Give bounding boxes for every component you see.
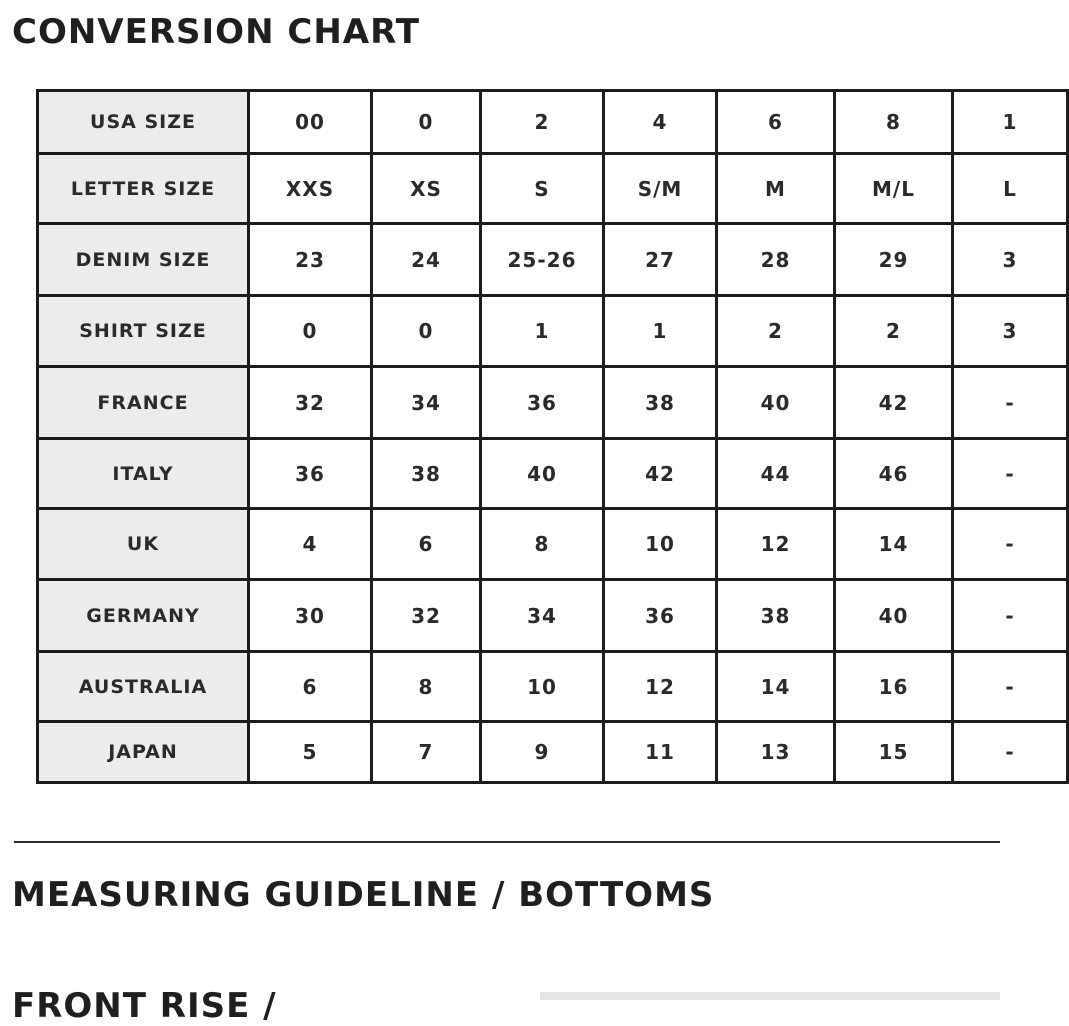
table-cell: 5 bbox=[249, 722, 372, 783]
diagram-image-edge bbox=[540, 992, 1000, 1000]
table-cell: 40 bbox=[717, 367, 835, 439]
next-section-heading bbox=[12, 986, 342, 1026]
next-section-heading-text: FRONT RISE / bbox=[12, 986, 277, 1026]
row-header: GERMANY bbox=[38, 580, 249, 652]
row-header: USA SIZE bbox=[38, 91, 249, 154]
table-cell: 14 bbox=[835, 509, 953, 580]
table-cell: 2 bbox=[717, 296, 835, 367]
table-cell: 38 bbox=[372, 439, 481, 509]
table-cell: 28 bbox=[717, 224, 835, 296]
table-cell: 8 bbox=[481, 509, 604, 580]
table-cell: 12 bbox=[717, 509, 835, 580]
row-header: JAPAN bbox=[38, 722, 249, 783]
table-cell: 29 bbox=[835, 224, 953, 296]
table-row bbox=[38, 154, 1068, 224]
table-cell: 38 bbox=[717, 580, 835, 652]
table-cell: 27 bbox=[604, 224, 717, 296]
table-cell: - bbox=[953, 580, 1068, 652]
table-cell: 4 bbox=[249, 509, 372, 580]
table-cell: 2 bbox=[835, 296, 953, 367]
table-cell: 10 bbox=[481, 652, 604, 722]
table-cell: 1 bbox=[953, 91, 1068, 154]
table-cell: 8 bbox=[835, 91, 953, 154]
table-cell: 40 bbox=[481, 439, 604, 509]
conversion-table-container bbox=[36, 89, 1018, 784]
table-cell: 30 bbox=[249, 580, 372, 652]
table-cell: 0 bbox=[372, 296, 481, 367]
table-cell: 36 bbox=[249, 439, 372, 509]
table-cell: 32 bbox=[249, 367, 372, 439]
table-row bbox=[38, 224, 1068, 296]
table-cell: - bbox=[953, 652, 1068, 722]
table-cell: 00 bbox=[249, 91, 372, 154]
table-cell: 42 bbox=[835, 367, 953, 439]
table-cell: M/L bbox=[835, 154, 953, 224]
section-heading: MEASURING GUIDELINE / BOTTOMS bbox=[12, 875, 715, 915]
table-cell: S bbox=[481, 154, 604, 224]
table-cell: M bbox=[717, 154, 835, 224]
table-cell: 6 bbox=[717, 91, 835, 154]
table-cell: 42 bbox=[604, 439, 717, 509]
table-row bbox=[38, 509, 1068, 580]
row-header: DENIM SIZE bbox=[38, 224, 249, 296]
table-cell: 7 bbox=[372, 722, 481, 783]
table-cell: 0 bbox=[372, 91, 481, 154]
table-cell: 44 bbox=[717, 439, 835, 509]
table-cell: XXS bbox=[249, 154, 372, 224]
table-cell: 46 bbox=[835, 439, 953, 509]
table-cell: 9 bbox=[481, 722, 604, 783]
row-header: SHIRT SIZE bbox=[38, 296, 249, 367]
table-cell: S/M bbox=[604, 154, 717, 224]
table-cell: 15 bbox=[835, 722, 953, 783]
table-cell: 34 bbox=[481, 580, 604, 652]
row-header: AUSTRALIA bbox=[38, 652, 249, 722]
table-cell: 24 bbox=[372, 224, 481, 296]
table-cell: 14 bbox=[717, 652, 835, 722]
table-cell: 6 bbox=[249, 652, 372, 722]
table-cell: 16 bbox=[835, 652, 953, 722]
table-cell: - bbox=[953, 509, 1068, 580]
table-cell: 3 bbox=[953, 224, 1068, 296]
table-cell: 40 bbox=[835, 580, 953, 652]
table-cell: 3 bbox=[953, 296, 1068, 367]
conversion-table bbox=[36, 89, 1069, 784]
table-cell: 4 bbox=[604, 91, 717, 154]
table-row bbox=[38, 722, 1068, 783]
table-row bbox=[38, 296, 1068, 367]
table-cell: L bbox=[953, 154, 1068, 224]
table-row bbox=[38, 652, 1068, 722]
table-cell: 11 bbox=[604, 722, 717, 783]
table-cell: 1 bbox=[481, 296, 604, 367]
section-divider bbox=[14, 841, 1000, 843]
table-cell: 1 bbox=[604, 296, 717, 367]
table-cell: 10 bbox=[604, 509, 717, 580]
table-cell: 8 bbox=[372, 652, 481, 722]
table-cell: - bbox=[953, 367, 1068, 439]
table-row bbox=[38, 580, 1068, 652]
table-cell: 32 bbox=[372, 580, 481, 652]
table-cell: 2 bbox=[481, 91, 604, 154]
table-cell: 23 bbox=[249, 224, 372, 296]
table-cell: - bbox=[953, 722, 1068, 783]
table-cell: 13 bbox=[717, 722, 835, 783]
conversion-table-body bbox=[38, 91, 1068, 783]
table-cell: - bbox=[953, 439, 1068, 509]
table-row bbox=[38, 439, 1068, 509]
table-cell: 12 bbox=[604, 652, 717, 722]
table-cell: 34 bbox=[372, 367, 481, 439]
table-cell: 36 bbox=[604, 580, 717, 652]
row-header: ITALY bbox=[38, 439, 249, 509]
table-cell: 25-26 bbox=[481, 224, 604, 296]
table-cell: 6 bbox=[372, 509, 481, 580]
row-header: UK bbox=[38, 509, 249, 580]
row-header: FRANCE bbox=[38, 367, 249, 439]
table-cell: 38 bbox=[604, 367, 717, 439]
table-row bbox=[38, 91, 1068, 154]
table-cell: 0 bbox=[249, 296, 372, 367]
table-cell: XS bbox=[372, 154, 481, 224]
page-title: CONVERSION CHART bbox=[12, 12, 420, 52]
table-cell: 36 bbox=[481, 367, 604, 439]
table-row bbox=[38, 367, 1068, 439]
row-header: LETTER SIZE bbox=[38, 154, 249, 224]
